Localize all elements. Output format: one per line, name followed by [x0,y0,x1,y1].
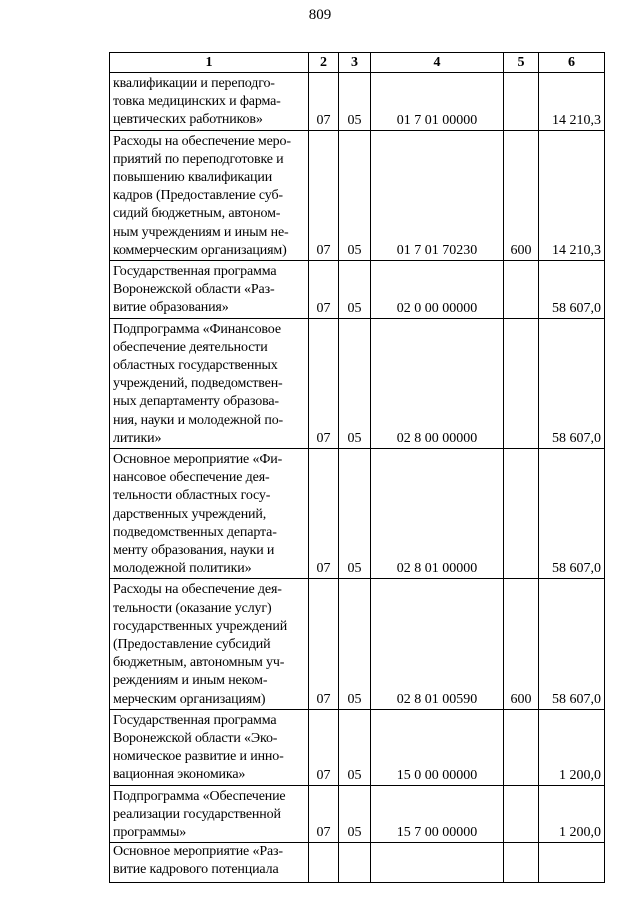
header-row [110,53,605,73]
subsection-code: 05 [339,579,371,709]
subsection-code: 05 [339,260,371,318]
expense-type-code [504,448,539,578]
description-line: (Предоставление субсидий [113,636,271,652]
description-line: тельности (оказание услуг) [113,600,272,616]
description-line: ным учреждениям и иным не- [113,224,289,240]
amount-value: 1 200,0 [539,785,605,843]
section-code: 07 [309,579,339,709]
expense-type-code [504,843,539,882]
description-line: ния, науки и молодежной по- [113,412,284,428]
section-code: 07 [309,709,339,785]
section-code: 07 [309,448,339,578]
header-col-4: 4 [371,53,504,73]
description-line: Расходы на обеспечение дея- [113,582,282,598]
row-description [110,843,309,882]
expense-type-code [504,785,539,843]
header-col-6: 6 [539,53,605,73]
row-description [110,579,309,709]
section-code: 07 [309,73,339,131]
description-line: подведомственных департа- [113,524,277,540]
table-row [110,579,605,709]
target-article-code: 15 0 00 00000 [371,709,504,785]
description-line: реализации государственной [113,806,281,822]
description-line: коммерческим организациям) [113,242,287,258]
row-description [110,318,309,448]
description-line: сидий бюджетным, автоном- [113,206,281,222]
table-row [110,785,605,843]
row-description [110,448,309,578]
description-line: программы» [113,824,187,840]
expense-type-code [504,318,539,448]
description-line: обеспечение деятельности [113,339,268,355]
description-line: квалификации и переподго- [113,75,275,91]
description-line: Подпрограмма «Финансовое [113,321,281,337]
description-line: бюджетным, автономным уч- [113,655,285,671]
table-row [110,709,605,785]
amount-value: 58 607,0 [539,579,605,709]
target-article-code: 02 0 00 00000 [371,260,504,318]
amount-value: 14 210,3 [539,73,605,131]
description-line: Государственная программа [113,263,277,279]
table-row [110,318,605,448]
row-description [110,785,309,843]
row-description [110,260,309,318]
row-description [110,73,309,131]
section-code [309,843,339,882]
description-line: приятий по переподготовке и [113,151,284,167]
description-line: реждениям и иным неком- [113,673,268,689]
table-row [110,843,605,882]
subsection-code: 05 [339,130,371,260]
table-row [110,260,605,318]
amount-value: 58 607,0 [539,318,605,448]
subsection-code: 05 [339,73,371,131]
description-line: витие образования» [113,300,229,316]
header-col-5: 5 [504,53,539,73]
section-code: 07 [309,318,339,448]
budget-table [109,52,605,883]
target-article-code: 02 8 01 00000 [371,448,504,578]
description-line: молодежной политики» [113,561,252,577]
target-article-code: 02 8 00 00000 [371,318,504,448]
expense-type-code [504,73,539,131]
amount-value [539,843,605,882]
description-line: государственных учреждений [113,618,288,634]
table-row [110,130,605,260]
description-line: кадров (Предоставление суб- [113,188,283,204]
description-line: Воронежской области «Раз- [113,282,275,298]
subsection-code [339,843,371,882]
target-article-code: 15 7 00 00000 [371,785,504,843]
description-line: нансовое обеспечение дея- [113,470,270,486]
expense-type-code [504,260,539,318]
subsection-code: 05 [339,318,371,448]
description-line: литики» [113,430,162,446]
header-col-3: 3 [339,53,371,73]
description-line: Расходы на обеспечение меро- [113,133,291,149]
target-article-code: 02 8 01 00590 [371,579,504,709]
table-row [110,448,605,578]
description-line: учреждений, подведомствен- [113,376,283,392]
section-code: 07 [309,785,339,843]
table-row [110,73,605,131]
expense-type-code: 600 [504,130,539,260]
description-line: ных департаменту образова- [113,394,279,410]
description-line: тельности областных госу- [113,488,271,504]
row-description [110,709,309,785]
page-number: 809 [308,7,332,23]
description-line: повышению квалификации [113,169,273,185]
amount-value: 1 200,0 [539,709,605,785]
expense-type-code: 600 [504,579,539,709]
subsection-code: 05 [339,709,371,785]
description-line: вационная экономика» [113,767,246,783]
description-line: Государственная программа [113,712,277,728]
expense-type-code [504,709,539,785]
target-article-code: 01 7 01 00000 [371,73,504,131]
row-description [110,130,309,260]
amount-value: 58 607,0 [539,448,605,578]
description-line: Основное мероприятие «Раз- [113,844,283,860]
header-col-2: 2 [309,53,339,73]
subsection-code: 05 [339,448,371,578]
table-body [110,73,605,883]
section-code: 07 [309,260,339,318]
description-line: витие кадрового потенциала [113,862,279,878]
description-line: номическое развитие и инно- [113,749,284,765]
description-line: товка медицинских и фарма- [113,94,281,110]
description-line: Воронежской области «Эко- [113,730,278,746]
description-line: менту образования, науки и [113,542,275,558]
amount-value: 14 210,3 [539,130,605,260]
description-line: мерческим организациям) [113,691,266,707]
description-line: областных государственных [113,357,278,373]
description-line: Основное мероприятие «Фи- [113,451,283,467]
target-article-code: 01 7 01 70230 [371,130,504,260]
target-article-code [371,843,504,882]
section-code: 07 [309,130,339,260]
header-col-1: 1 [110,53,309,73]
subsection-code: 05 [339,785,371,843]
description-line: цевтических работников» [113,112,263,128]
description-line: Подпрограмма «Обеспечение [113,788,286,804]
amount-value: 58 607,0 [539,260,605,318]
description-line: дарственных учреждений, [113,506,267,522]
